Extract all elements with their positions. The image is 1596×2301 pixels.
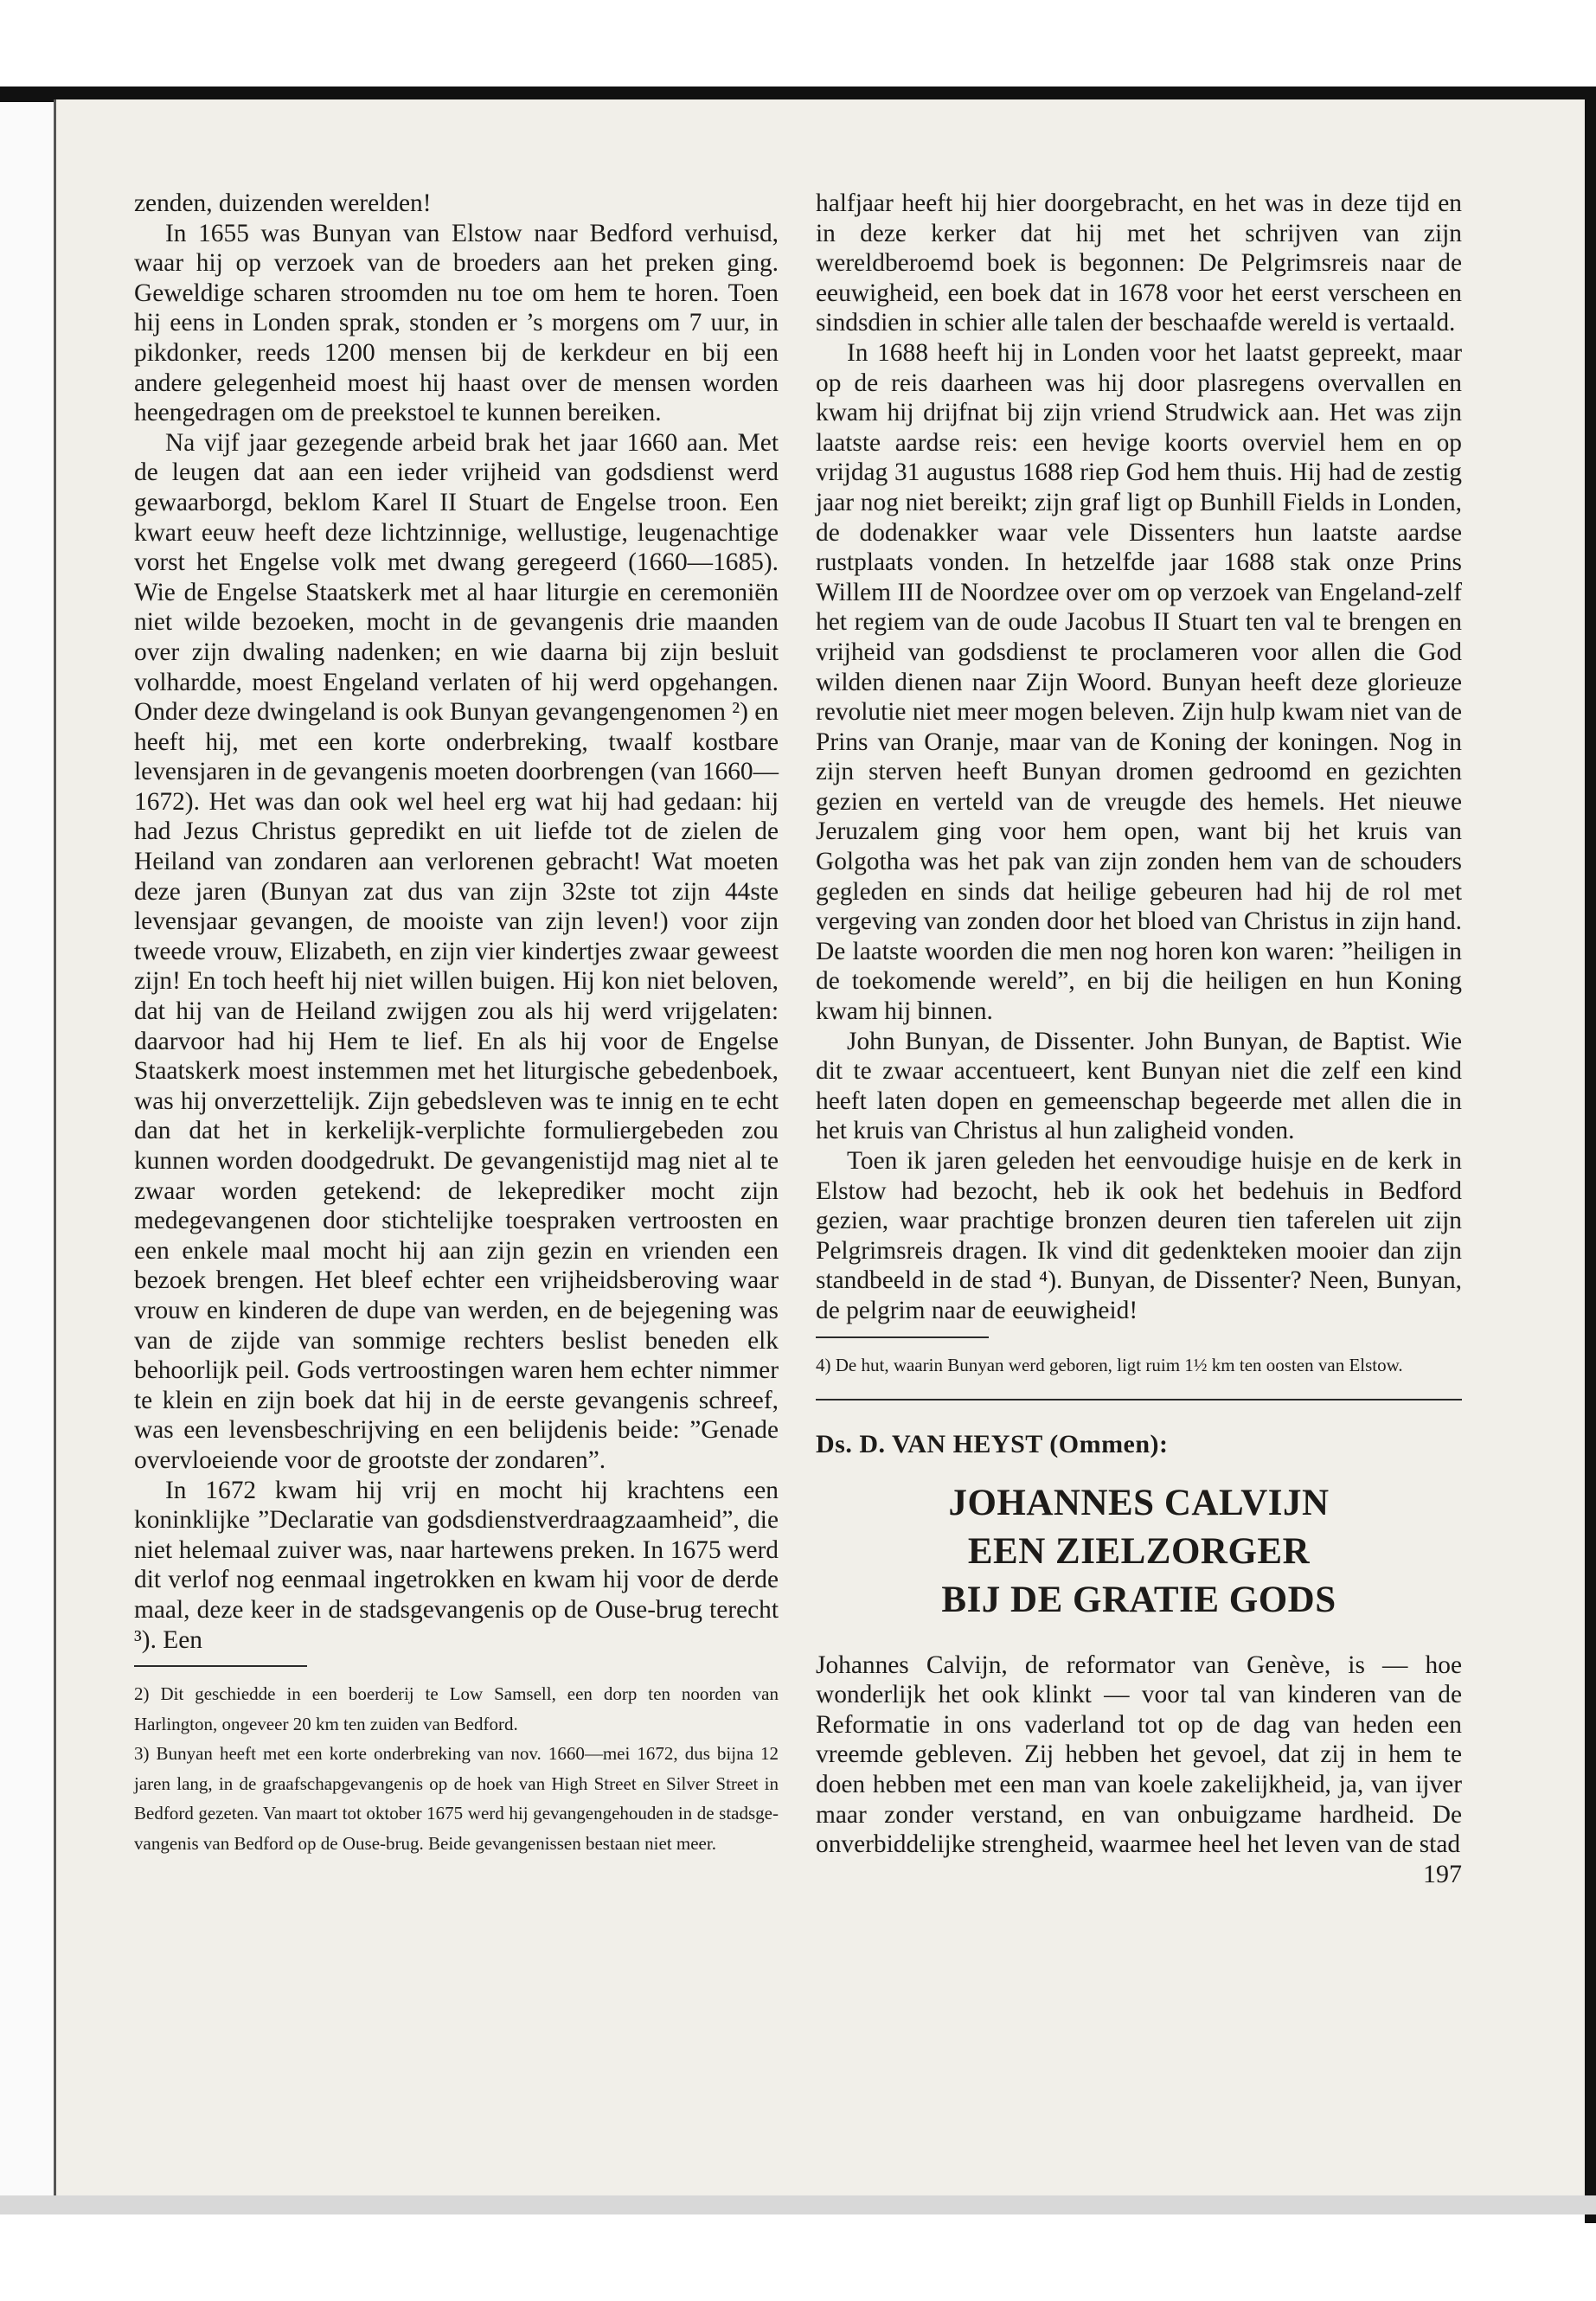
headline-line-2: EEN ZIELZORGER [967, 1530, 1311, 1572]
scan-bottom-edge [0, 2195, 1596, 2214]
paragraph: Na vijf jaar gezegende arbeid brak het jaar 1660 aan. Met de leugen dat aan een ieder vrijheid van godsdienst werd gewaarborgd, beklom Karel II Stuart de Engelse troon. Een kwart eeuw heeft deze lichtzinnige, wellustige, leugenachtige vorst het Engelse volk met dwang geregeerd (1660—1685). Wie de Engelse Staatskerk met al haar liturgie en ceremoniën niet wilde bezoeken, mocht in de gevangenis drie maanden over zijn dwaling nadenken; en wie daarna bij zijn besluit volhardde, moest Engeland verlaten of hij werd opgehangen. Onder deze dwingeland is ook Bunyan gevangengenomen ²) en heeft hij, met een korte onderbreking, twaalf kostbare levensjaren in de gevangenis moeten doorbrengen (van 1660—1672). Het was dan ook wel heel erg wat hij had gedaan: hij had Jezus Christus gepredikt en uit liefde tot de zielen de Heiland van zondaren aan verlorenen gebracht! Wat moeten deze jaren (Bunyan zat dus van zijn 32ste tot zijn 44ste levensjaar gevangen, de mooiste van zijn leven!) voor zijn tweede vrouw, Elizabeth, en zijn vier kindertjes zwaar geweest zijn! En toch heeft hij niet willen buigen. Hij kon niet beloven, dat hij van de Heiland zwijgen zou als hij werd vrijgelaten: daarvoor had hij Hem te lief. En als hij voor de Engelse Staatskerk moest instemmen met het liturgische gebedenboek, was hij onverzettelijk. Zijn gebedsleven was te innig en te echt dan dat het in kerkelijk-verplichte formuliergebeden zou kunnen worden doodgedrukt. De gevangenistijd mag niet al te zwaar worden getekend: de lekeprediker mocht zijn medegevangenen door stichtelijke toespraken vertroosten en een enkele maal mocht hij aan zijn gezin en vrienden een bezoek brengen. Het bleef echter een vrijheidsberoving waar vrouw en kinderen de dupe van werden, en de bejegening was van de zijde van sommige rechters beslist beneden elk behoorlijk peil. Gods vertroostingen waren hem echter nimmer te klein en zijn boek dat hij in de eerste gevangenis schreef, was een levensbeschrijving en een belijdenis beide: ”Genade overvloeiende voor de grootste der zondaren”. [134, 428, 779, 1474]
footnote-rule [134, 1665, 307, 1667]
right-column [816, 189, 1462, 1889]
page-number: 197 [1423, 1859, 1462, 1888]
headline-line-3: BIJ DE GRATIE GODS [941, 1579, 1336, 1620]
footnote-2: 2) Dit geschiedde in een boerderij te Low Samsell, een dorp ten noorden van Harlington, ongeveer 20 km ten zuiden van Bedford. [134, 1683, 779, 1734]
footnote-3: 3) Bunyan heeft met een korte onderbreking van nov. 1660—mei 1672, dus bijna 12 jaren lang, in de graafschapgevangenis op de hoek van High Street en Silver Street in Bedford gezeten. Van maart tot oktober 1675 werd hij gevangengehouden in de stadsgevangenis van Bedford op de Ouse-brug. Beide gevangenissen bestaan niet meer. [134, 1743, 779, 1854]
headline-line-1: JOHANNES CALVIJN [948, 1482, 1330, 1523]
scan-right-edge [1585, 87, 1596, 2223]
article-paragraph: Johannes Calvijn, de reformator van Genève, is — hoe wonderlijk het ook klinkt — voor tal van kinderen van de Reformatie in ons vaderland tot op de dag van heden een vreemde gebleven. Zij hebben het gevoel, dat zij in hem te doen hebben met een man van koele zakelijkheid, ja, van ijver maar zonder verstand, en van onbuigzame hardheid. De onverbiddelijke strengheid, waarmee heel het leven van de stad [816, 1650, 1462, 1859]
footnote-rule [816, 1336, 989, 1338]
left-column [134, 189, 779, 1858]
paragraph: Toen ik jaren geleden het eenvoudige huisje en de kerk in Elstow had bezocht, heb ik ook het bedehuis in Bedford gezien, waar prachtige bronzen deuren tien taferelen uit zijn Pelgrimsreis dragen. Ik vind dit gedenkteken mooier dan zijn standbeeld in de stad ⁴). Bunyan, de Dissenter? Neen, Bunyan, de pelgrim naar de eeuwigheid! [816, 1147, 1462, 1324]
paragraph: zenden, duizenden werelden! [134, 189, 432, 217]
scan-left-margin [0, 99, 54, 2214]
article-byline: Ds. D. VAN HEYST (Ommen): [816, 1430, 1169, 1459]
footnote-4: 4) De hut, waarin Bunyan werd geboren, ligt ruim 1½ km ten oosten van Elstow. [816, 1354, 1403, 1375]
paragraph: John Bunyan, de Dissenter. John Bunyan, de Baptist. Wie dit te zwaar accentueert, kent Bunyan niet die zelf een kind heeft laten dopen en gemeenschap begeerde met allen die in het kruis van Christus al hun zaligheid vonden. [816, 1027, 1462, 1145]
paragraph: In 1688 heeft hij in Londen voor het laatst gepreekt, maar op de reis daarheen was hij door plasregens overvallen en kwam hij drijfnat bij zijn vriend Strudwick aan. Het was zijn laatste aardse reis: een hevige koorts overviel hem en op vrijdag 31 augustus 1688 riep God hem thuis. Hij had de zestig jaar nog niet bereikt; zijn graf ligt op Bunhill Fields in Londen, de dodenakker waar vele Dissenters hun laatste aardse rustplaats vonden. In hetzelfde jaar 1688 stak onze Prins Willem III de Noordzee over om op verzoek van Engeland-zelf het regiem van de oude Jacobus II Stuart ten val te brengen en vrijheid van godsdienst te proclameren voor allen die God wilden dienen naar Zijn Woord. Bunyan heeft deze glorieuze revolutie niet meer mogen beleven. Zijn hulp kwam niet van de Prins van Oranje, maar van de Koning der koningen. Nog in zijn sterven heeft Bunyan dromen gedroomd en gezichten gezien en verteld van de vreugde des hemels. Het nieuwe Jeruzalem ging voor hem open, want bij het kruis van Golgotha was het pak van zijn zonden hem van de schouders gegleden en sinds dat heilige gebeuren had hij de rol met vergeving van zonden door het bloed van Christus in zijn hand. De laatste woorden die men nog horen kon waren: ”heiligen in de toekomende wereld”, en bij die heiligen en hun Koning kwam hij binnen. [816, 338, 1462, 1026]
paragraph: halfjaar heeft hij hier doorgebracht, en het was in deze tijd en in deze kerker dat hij met het schrijven van zijn wereldberoemd boek is begonnen: De Pelgrimsreis naar de eeuwigheid, een boek dat in 1678 voor het eerst verscheen en sindsdien in schier alle talen der beschaafde wereld is vertaald. [816, 189, 1462, 337]
paragraph: In 1655 was Bunyan van Elstow naar Bedford verhuisd, waar hij op verzoek van de broeders aan het preken ging. Geweldige scharen stroomden nu toe om hem te horen. Toen hij eens in Londen sprak, stonden er ’s morgens om 7 uur, in pikdonker, reeds 1200 mensen bij de kerkdeur en bij een andere gelegenheid moest hij haast over de mensen worden heengedragen om de preekstoel te kunnen bereiken. [134, 219, 779, 427]
article-separator-rule [816, 1399, 1462, 1400]
article-headline [816, 1479, 1462, 1625]
paragraph: In 1672 kwam hij vrij en mocht hij krachtens een koninklijke ”Declaratie van godsdienstverdraagzaamheid”, die niet helemaal zuiver was, naar hartewens preken. In 1675 werd dit verlof nog eenmaal ingetrokken en kwam hij voor de derde maal, deze keer in de stadsgevangenis op de Ouse-brug terecht ³). Een [134, 1476, 779, 1654]
